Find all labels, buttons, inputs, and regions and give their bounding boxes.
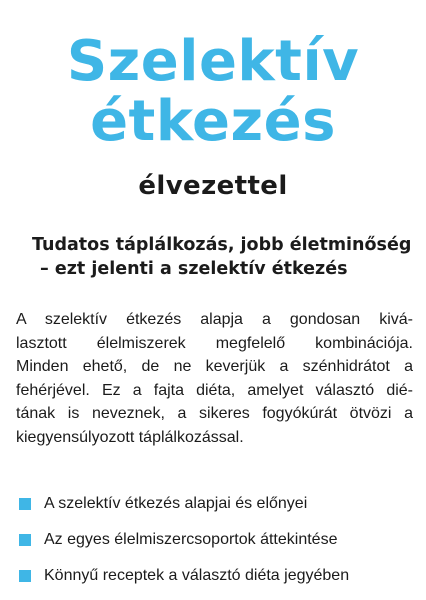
feature-list [17,492,417,600]
list-item-text: Az egyes élelmiszercsoportok áttekintése [44,531,338,548]
lead-line-2: – ezt jelenti a szelektív étkezés [40,259,348,279]
paragraph-line: Minden ehető, de ne keverjük a szénhidrátot a [16,358,413,375]
list-item-text: Könnyű receptek a választó diéta jegyében [44,567,350,584]
paragraph-line: A szelektív étkezés alapja a gondosan kivá- [16,311,413,328]
lead-line-1: Tudatos táplálkozás, jobb életminőség [32,235,412,255]
list-item [17,528,417,564]
paragraph-line: kiegyensúlyozott táplálkozással. [16,428,244,446]
paragraph-line: lasztott élelmiszerek megfelelő kombinációja. [16,334,413,352]
paragraph-line: tának is neveznek, a sikeres fogyókúrát ötvözi a [16,405,413,422]
bullet-square-icon [19,570,31,582]
bullet-square-icon [19,534,31,546]
lead-heading [32,233,412,281]
subtitle: élvezettel [138,171,288,201]
list-item-text: A szelektív étkezés alapjai és előnyei [44,495,308,512]
description-paragraph [16,308,413,449]
paragraph-line: fehérjével. Ez a fajta diéta, amelyet választó dié- [16,381,413,399]
list-item [17,492,417,528]
bullet-square-icon [19,498,31,510]
title-line-2: étkezés [90,89,336,154]
title-line-1: Szelektív [66,29,360,94]
list-item [17,564,417,600]
